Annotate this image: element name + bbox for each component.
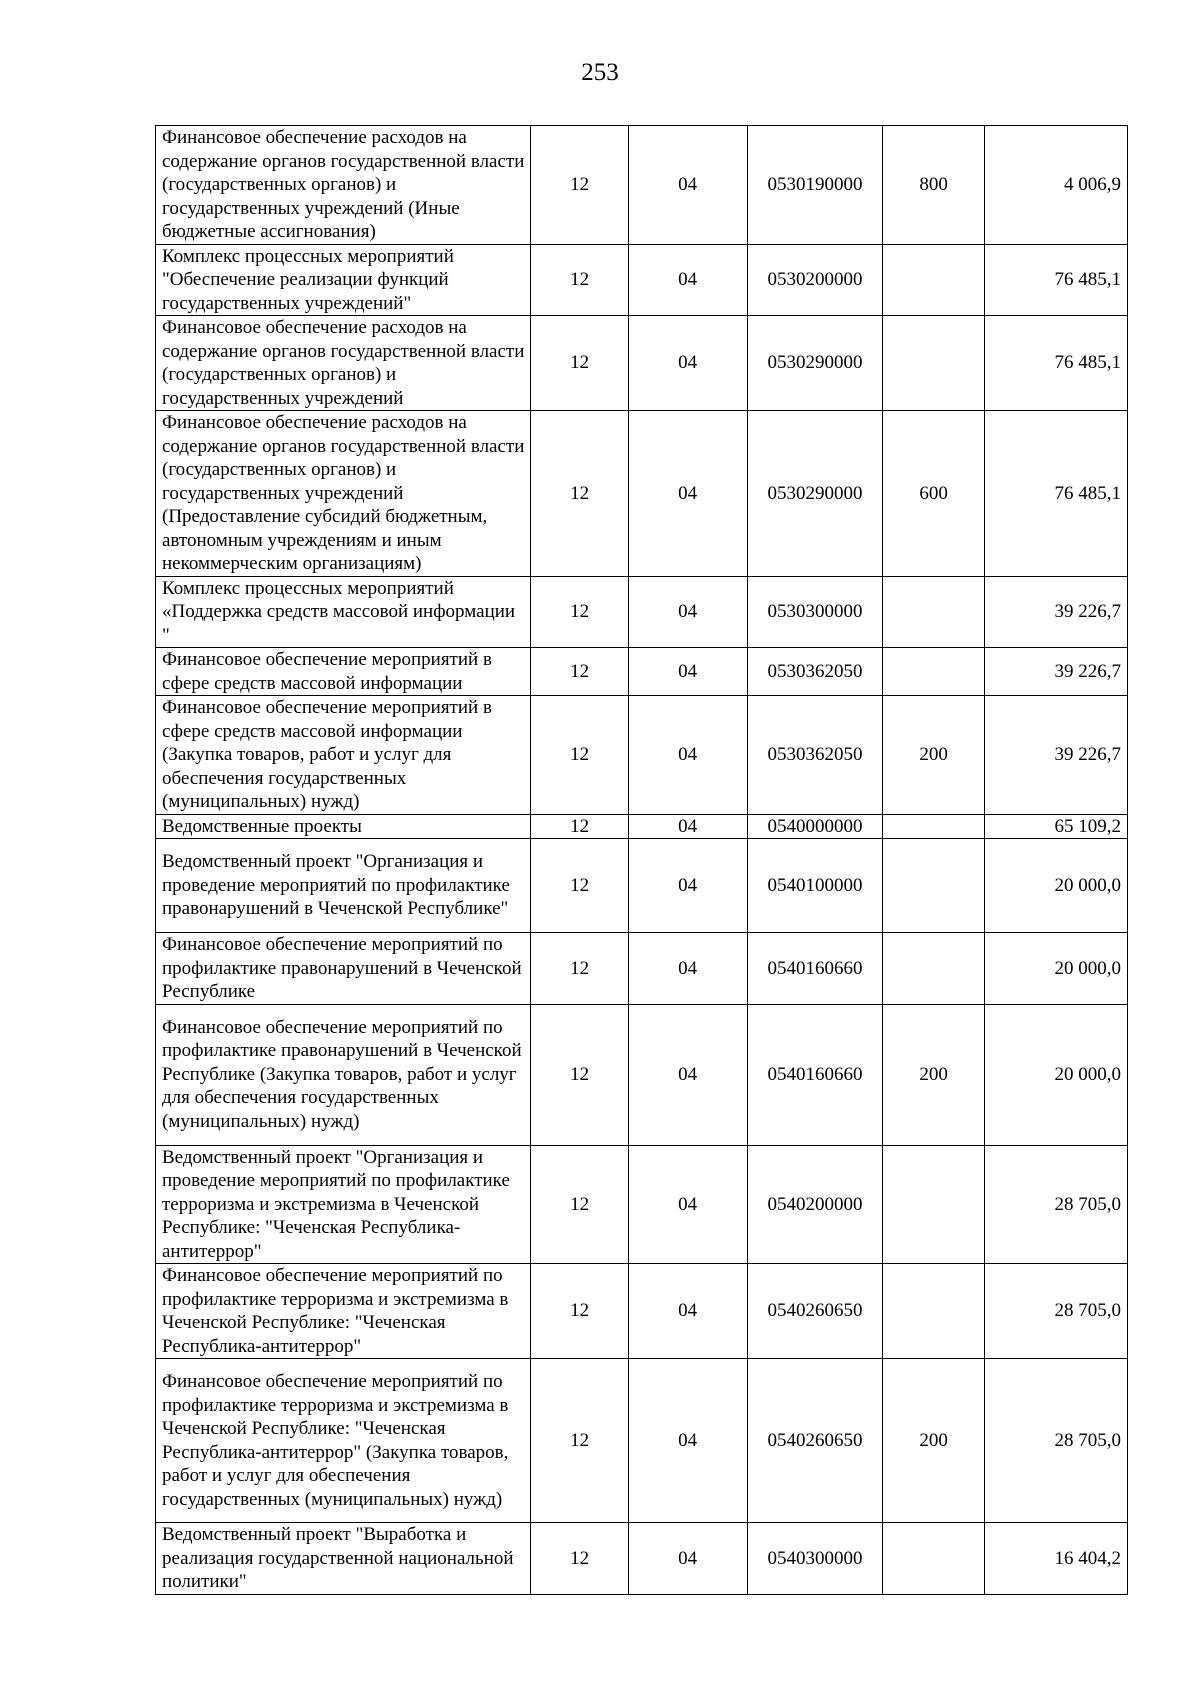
expense-type-code-cell (883, 1145, 984, 1264)
subsection-code-cell: 04 (628, 839, 747, 933)
expense-name-cell: Комплекс процессных мероприятий "Обеспечение реализации функций государственных учреждений" (156, 244, 531, 316)
section-code-cell: 12 (531, 648, 628, 696)
subsection-code-cell: 04 (628, 814, 747, 839)
expense-type-code-cell: 200 (883, 696, 984, 815)
amount-cell: 39 226,7 (984, 648, 1127, 696)
section-code-cell: 12 (531, 1523, 628, 1595)
table-row (156, 1145, 1128, 1264)
target-article-code-cell: 0530190000 (747, 126, 883, 245)
section-code-cell: 12 (531, 814, 628, 839)
expense-name-cell: Ведомственный проект "Организация и проведение мероприятий по профилактике правонарушений в Чеченской Республике" (156, 839, 531, 933)
expense-name-cell: Финансовое обеспечение мероприятий по профилактике терроризма и экстремизма в Чеченской Республике: "Чеченская Республика-антитеррор" (156, 1264, 531, 1359)
expense-type-code-cell (883, 648, 984, 696)
table-row (156, 1359, 1128, 1523)
expense-name-cell: Финансовое обеспечение расходов на содержание органов государственной власти (государственных органов) и государственных учреждений (Предоставление субсидий бюджетным, автономным учреждениям и иным некоммерческим организациям) (156, 411, 531, 577)
subsection-code-cell: 04 (628, 696, 747, 815)
amount-cell: 20 000,0 (984, 933, 1127, 1005)
table-row (156, 1264, 1128, 1359)
target-article-code-cell: 0540260650 (747, 1264, 883, 1359)
amount-cell: 28 705,0 (984, 1359, 1127, 1523)
expense-type-code-cell (883, 839, 984, 933)
target-article-code-cell: 0540160660 (747, 1004, 883, 1145)
page-number: 253 (581, 59, 619, 86)
target-article-code-cell: 0530290000 (747, 411, 883, 577)
expense-type-code-cell (883, 244, 984, 316)
amount-cell: 39 226,7 (984, 696, 1127, 815)
section-code-cell: 12 (531, 316, 628, 411)
amount-cell: 76 485,1 (984, 316, 1127, 411)
section-code-cell: 12 (531, 1004, 628, 1145)
budget-table-body (156, 126, 1128, 1595)
table-row (156, 814, 1128, 839)
table-row (156, 126, 1128, 245)
subsection-code-cell: 04 (628, 411, 747, 577)
target-article-code-cell: 0530290000 (747, 316, 883, 411)
expense-type-code-cell: 200 (883, 1004, 984, 1145)
expense-type-code-cell (883, 1523, 984, 1595)
table-row (156, 316, 1128, 411)
amount-cell: 16 404,2 (984, 1523, 1127, 1595)
amount-cell: 65 109,2 (984, 814, 1127, 839)
target-article-code-cell: 0540200000 (747, 1145, 883, 1264)
subsection-code-cell: 04 (628, 1004, 747, 1145)
table-row (156, 411, 1128, 577)
amount-cell: 4 006,9 (984, 126, 1127, 245)
table-row (156, 244, 1128, 316)
target-article-code-cell: 0540100000 (747, 839, 883, 933)
table-row (156, 576, 1128, 648)
expense-type-code-cell (883, 814, 984, 839)
expense-name-cell: Ведомственный проект "Выработка и реализация государственной национальной политики" (156, 1523, 531, 1595)
table-row (156, 1004, 1128, 1145)
section-code-cell: 12 (531, 933, 628, 1005)
subsection-code-cell: 04 (628, 1264, 747, 1359)
section-code-cell: 12 (531, 244, 628, 316)
table-row (156, 933, 1128, 1005)
expense-name-cell: Финансовое обеспечение мероприятий в сфере средств массовой информации (Закупка товаров, работ и услуг для обеспечения государственных (муниципальных) нужд) (156, 696, 531, 815)
subsection-code-cell: 04 (628, 933, 747, 1005)
expense-name-cell: Финансовое обеспечение мероприятий по профилактике правонарушений в Чеченской Республике (156, 933, 531, 1005)
subsection-code-cell: 04 (628, 576, 747, 648)
amount-cell: 28 705,0 (984, 1264, 1127, 1359)
expense-name-cell: Финансовое обеспечение мероприятий в сфере средств массовой информации (156, 648, 531, 696)
amount-cell: 39 226,7 (984, 576, 1127, 648)
amount-cell: 28 705,0 (984, 1145, 1127, 1264)
expense-type-code-cell: 800 (883, 126, 984, 245)
section-code-cell: 12 (531, 126, 628, 245)
subsection-code-cell: 04 (628, 1523, 747, 1595)
target-article-code-cell: 0540000000 (747, 814, 883, 839)
table-row (156, 648, 1128, 696)
section-code-cell: 12 (531, 1359, 628, 1523)
expense-name-cell: Финансовое обеспечение мероприятий по профилактике правонарушений в Чеченской Республике (Закупка товаров, работ и услуг для обеспечения государственных (муниципальных) нужд) (156, 1004, 531, 1145)
target-article-code-cell: 0530300000 (747, 576, 883, 648)
section-code-cell: 12 (531, 1264, 628, 1359)
expense-name-cell: Финансовое обеспечение мероприятий по профилактике терроризма и экстремизма в Чеченской Республике: "Чеченская Республика-антитеррор" (Закупка товаров, работ и услуг для обеспечения государственных (муниципальных) нужд) (156, 1359, 531, 1523)
expense-name-cell: Комплекс процессных мероприятий «Поддержка средств массовой информации " (156, 576, 531, 648)
subsection-code-cell: 04 (628, 1145, 747, 1264)
table-row (156, 696, 1128, 815)
section-code-cell: 12 (531, 839, 628, 933)
target-article-code-cell: 0530362050 (747, 696, 883, 815)
expense-name-cell: Финансовое обеспечение расходов на содержание органов государственной власти (государственных органов) и государственных учреждений (Иные бюджетные ассигнования) (156, 126, 531, 245)
amount-cell: 20 000,0 (984, 839, 1127, 933)
section-code-cell: 12 (531, 1145, 628, 1264)
expense-name-cell: Финансовое обеспечение расходов на содержание органов государственной власти (государственных органов) и государственных учреждений (156, 316, 531, 411)
section-code-cell: 12 (531, 411, 628, 577)
expense-name-cell: Ведомственный проект "Организация и проведение мероприятий по профилактике терроризма и экстремизма в Чеченской Республике: "Чеченская Республика-антитеррор" (156, 1145, 531, 1264)
expense-type-code-cell: 200 (883, 1359, 984, 1523)
section-code-cell: 12 (531, 576, 628, 648)
target-article-code-cell: 0530200000 (747, 244, 883, 316)
expense-type-code-cell (883, 933, 984, 1005)
expense-type-code-cell (883, 576, 984, 648)
subsection-code-cell: 04 (628, 316, 747, 411)
amount-cell: 76 485,1 (984, 411, 1127, 577)
subsection-code-cell: 04 (628, 244, 747, 316)
expense-type-code-cell: 600 (883, 411, 984, 577)
target-article-code-cell: 0540300000 (747, 1523, 883, 1595)
amount-cell: 76 485,1 (984, 244, 1127, 316)
subsection-code-cell: 04 (628, 126, 747, 245)
budget-table (155, 125, 1128, 1595)
table-row (156, 839, 1128, 933)
target-article-code-cell: 0540160660 (747, 933, 883, 1005)
table-row (156, 1523, 1128, 1595)
section-code-cell: 12 (531, 696, 628, 815)
subsection-code-cell: 04 (628, 1359, 747, 1523)
target-article-code-cell: 0540260650 (747, 1359, 883, 1523)
expense-name-cell: Ведомственные проекты (156, 814, 531, 839)
target-article-code-cell: 0530362050 (747, 648, 883, 696)
amount-cell: 20 000,0 (984, 1004, 1127, 1145)
subsection-code-cell: 04 (628, 648, 747, 696)
expense-type-code-cell (883, 1264, 984, 1359)
expense-type-code-cell (883, 316, 984, 411)
